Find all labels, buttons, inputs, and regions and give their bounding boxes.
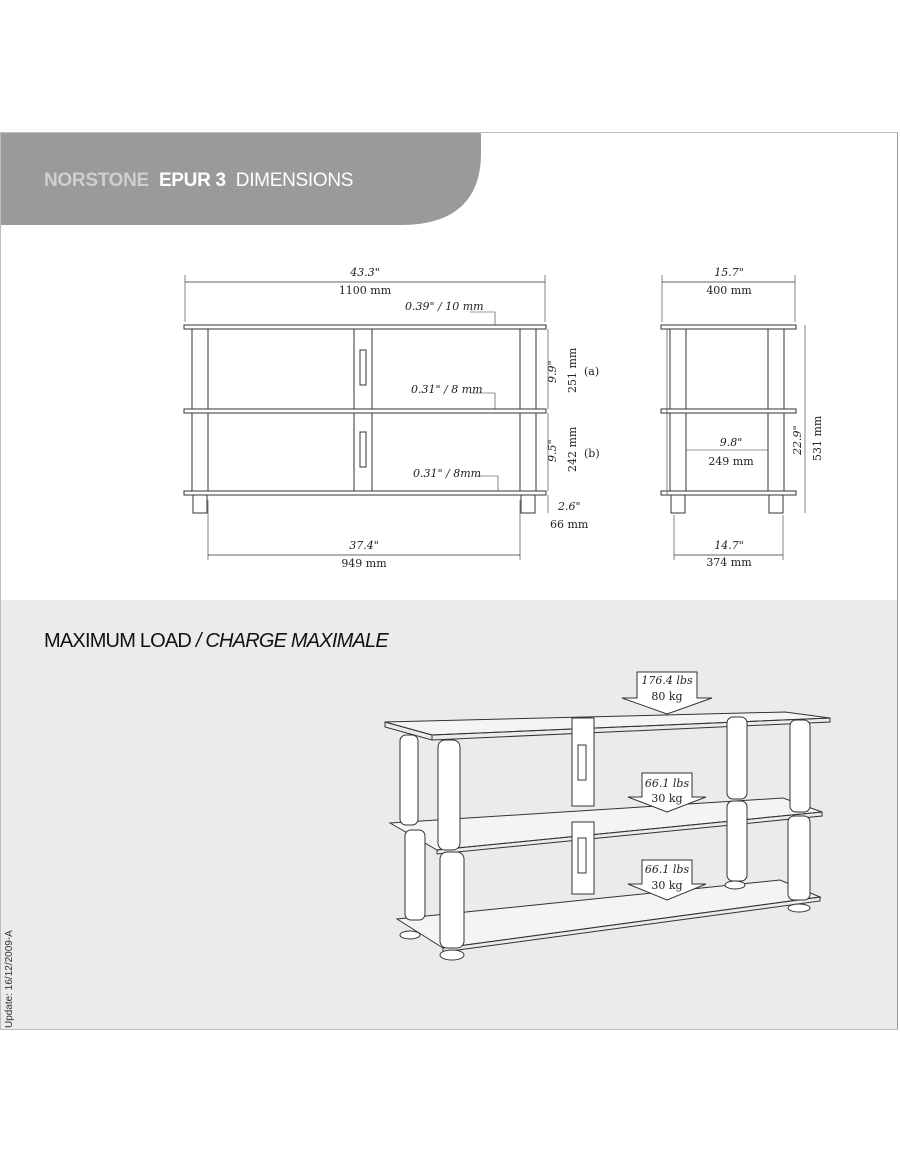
inner-depth-mm: 249 mm [708,455,754,468]
upper-gap-tag: (a) [584,365,600,378]
top-glass-thickness: 0.39" / 10 mm [405,300,484,313]
upper-gap-mm: 251 mm [566,347,579,393]
total-height-in: 22.9" [791,425,804,455]
front-width-in: 43.3" [350,266,380,279]
load-section-title [44,630,388,653]
foot-height-in: 2.6" [558,500,581,513]
inner-width-in: 37.4" [349,539,379,552]
bottom-load-kg: 30 kg [651,879,683,892]
inner-depth-in: 9.8" [719,436,743,449]
inner-width-mm: 949 mm [341,557,387,570]
load-title-alt: / CHARGE MAXIMALE [195,630,388,652]
side-depth-in: 15.7" [714,266,744,279]
lower-gap-in: 9.5" [546,439,559,462]
total-height-mm: 531 mm [811,415,824,461]
update-stamp: Update: 16/12/2009-A [4,930,15,1028]
section-name: DIMENSIONS [235,170,354,191]
load-title: MAXIMUM LOAD [44,630,192,652]
side-depth-mm: 400 mm [706,284,752,297]
base-depth-in: 14.7" [714,539,744,552]
top-load-lbs: 176.4 lbs [641,674,693,687]
top-load-kg: 80 kg [651,690,683,703]
side-view-drawing [661,275,805,560]
bottom-glass-thickness: 0.31" / 8mm [413,467,482,480]
mid-load-kg: 30 kg [651,792,683,805]
lower-gap-tag: (b) [584,447,600,460]
brand-name: NORSTONE [44,170,149,191]
bottom-load-lbs: 66.1 lbs [644,863,690,876]
mid-load-lbs: 66.1 lbs [644,777,690,790]
mid-glass-thickness: 0.31" / 8 mm [411,383,483,396]
lower-gap-mm: 242 mm [566,426,579,472]
front-width-mm: 1100 mm [338,284,392,297]
model-name: EPUR 3 [158,170,226,191]
front-view-drawing [184,275,548,560]
perspective-drawing [385,712,830,960]
foot-height-mm: 66 mm [550,518,589,531]
base-depth-mm: 374 mm [706,556,752,569]
upper-gap-in: 9.9" [546,360,559,383]
